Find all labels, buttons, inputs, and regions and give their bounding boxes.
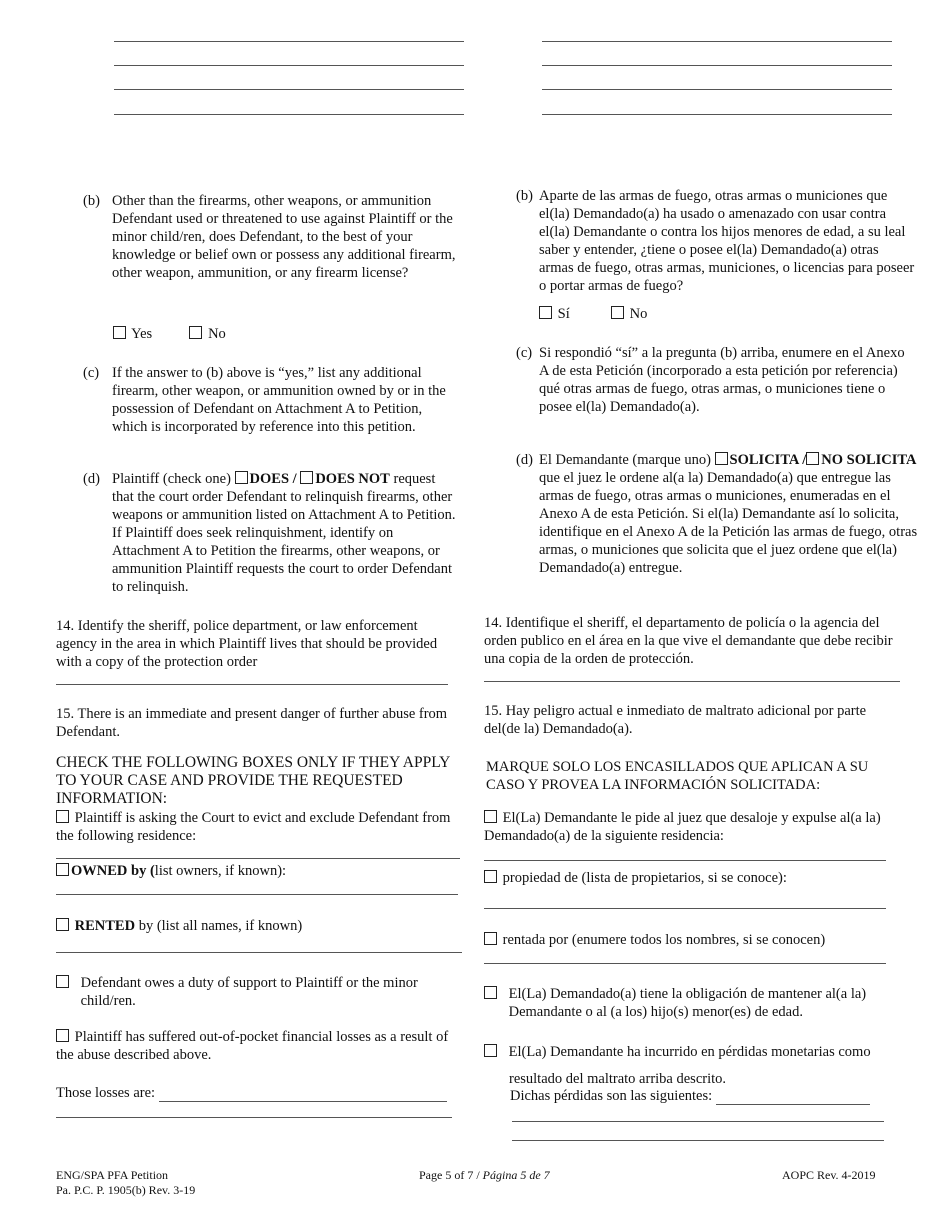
item-b-text: Other than the firearms, other weapons, or ammunition Defendant used or threatened to use against Plaintiff or the minor child/ren, does Defendant, to the best of your knowledge or belief own or possess any additional firearm, other weapon, ammunition, or any firearm license? xyxy=(112,193,456,281)
losses-are-label: Those losses are: xyxy=(56,1085,156,1101)
right-q14: 14. Identifique el sheriff, el departamento de policía o la agencia del orden publico en el área en la que vive el demandante que debe recibir una copia de la orden de protección. xyxy=(484,615,893,667)
evict-text: El(La) Demandante le pide al juez que desaloje y expulse al(a la) Demandado(a) de la siguiente residencia: xyxy=(484,810,881,844)
evict-checkbox[interactable] xyxy=(484,810,497,823)
solicita-label: SOLICITA / xyxy=(729,452,807,468)
losses-answer-line[interactable] xyxy=(716,1091,870,1105)
owned-bold: OWNED by ( xyxy=(71,863,155,879)
no-solicita-label-2: SOLICITA xyxy=(846,452,917,468)
page-number xyxy=(419,1168,550,1183)
right-evict xyxy=(484,809,904,845)
rented-checkbox[interactable] xyxy=(56,918,69,931)
losses-are-label: Dichas pérdidas son las siguientes: xyxy=(510,1088,713,1104)
no-label: No xyxy=(629,306,648,322)
left-owned-answer-line[interactable] xyxy=(56,894,458,895)
rule-reference: Pa. P.C. P. 1905(b) Rev. 3-19 xyxy=(56,1183,196,1197)
right-losses xyxy=(484,1043,904,1061)
item-d-rest: request that the court order Defendant to relinquish firearms, other weapons or ammunition listed on Attachment A to Petition. If Plaintiff does seek relinquishment, identify on Attachment A to Petition the firearms, other weapons, or ammunition Plaintiff requests the court to order Defendant to relinquish. xyxy=(112,471,456,595)
item-d-pre: El Demandante (marque uno) xyxy=(539,452,711,468)
page-number-en: Page 5 of 7 / xyxy=(419,1168,480,1182)
footer-revision: AOPC Rev. 4-2019 xyxy=(782,1168,876,1182)
no-solicita-checkbox[interactable] xyxy=(806,452,819,465)
right-b-options xyxy=(539,305,647,323)
item-label: (c) xyxy=(83,365,100,381)
form-name: ENG/SPA PFA Petition xyxy=(56,1168,169,1182)
item-label: (d) xyxy=(83,471,100,487)
right-check-heading: MARQUE SOLO LOS ENCASILLADOS QUE APLICAN A SU CASO Y PROVEA LA INFORMACIÓN SOLICITADA: xyxy=(486,759,869,793)
owned-checkbox[interactable] xyxy=(56,863,69,876)
right-evict-answer-line[interactable] xyxy=(484,860,886,861)
owned-text: propiedad de (lista de propietarios, si se conoce): xyxy=(502,870,787,886)
no-checkbox[interactable] xyxy=(189,326,202,339)
solicita-checkbox[interactable] xyxy=(715,452,728,465)
does-label: DOES / xyxy=(249,471,297,487)
losses-checkbox[interactable] xyxy=(56,1029,69,1042)
evict-text: Plaintiff is asking the Court to evict and exclude Defendant from the following residence: xyxy=(56,810,451,844)
right-losses-2: resultado del maltrato arriba descrito. xyxy=(509,1071,727,1087)
item-label: (b) xyxy=(83,193,100,209)
left-b-options xyxy=(113,325,226,343)
rented-text: by (list all names, if known) xyxy=(138,918,303,934)
left-losses xyxy=(56,1028,466,1064)
right-owned xyxy=(484,869,904,887)
right-owned-answer-line[interactable] xyxy=(484,908,886,909)
support-checkbox[interactable] xyxy=(484,986,497,999)
left-support xyxy=(56,974,456,1010)
left-q15: 15. There is an immediate and present danger of further abuse from Defendant. xyxy=(56,706,448,740)
page-number-es: Página 5 de 7 xyxy=(482,1168,550,1182)
left-owned xyxy=(56,862,456,880)
does-not-label: DOES NOT xyxy=(315,471,390,487)
si-label: Sí xyxy=(557,306,570,322)
footer-left xyxy=(56,1168,195,1198)
right-q14-answer-line[interactable] xyxy=(484,681,900,682)
rented-bold: RENTED xyxy=(74,918,136,934)
item-label: (b) xyxy=(516,188,533,204)
does-checkbox[interactable] xyxy=(235,471,248,484)
left-q14-answer-line[interactable] xyxy=(56,684,448,685)
left-q14: 14. Identify the sheriff, police department, or law enforcement agency in the area in which Plaintiff lives that should be provided with a copy of the protection order xyxy=(56,618,438,670)
no-solicita-label-1: NO xyxy=(821,452,843,468)
losses-text-1: El(La) Demandante ha incurrido en pérdidas monetarias como xyxy=(508,1044,871,1060)
support-checkbox[interactable] xyxy=(56,975,69,988)
left-losses-answer-line-2[interactable] xyxy=(56,1117,452,1118)
right-losses-are xyxy=(510,1087,910,1105)
rented-text: rentada por (enumere todos los nombres, si se conocen) xyxy=(502,932,826,948)
left-rented xyxy=(56,917,456,935)
evict-checkbox[interactable] xyxy=(56,810,69,823)
item-label: (d) xyxy=(516,452,533,468)
right-support xyxy=(484,985,904,1021)
owned-checkbox[interactable] xyxy=(484,870,497,883)
item-c-text: Si respondió “sí” a la pregunta (b) arriba, enumere en el Anexo A de esta Petición (incorporado a esta petición por referencia) qué otras armas de fuego, otras armas, o municiones tiene o posee el(la) Demandado(a). xyxy=(539,345,905,415)
right-q15: 15. Hay peligro actual e inmediato de maltrato adicional por parte del(de la) Demandado(a). xyxy=(484,703,867,737)
left-evict xyxy=(56,809,456,845)
right-losses-answer-line-3[interactable] xyxy=(512,1140,884,1141)
losses-text: Plaintiff has suffered out-of-pocket financial losses as a result of the abuse described above. xyxy=(56,1029,449,1063)
no-checkbox[interactable] xyxy=(611,306,624,319)
rented-checkbox[interactable] xyxy=(484,932,497,945)
item-c-text: If the answer to (b) above is “yes,” list any additional firearm, other weapon, or ammunition owned by or in the possession of Defendant on Attachment A to Petition, which is incorporated by reference into this petition. xyxy=(112,365,446,435)
left-evict-answer-line[interactable] xyxy=(56,858,460,859)
yes-checkbox[interactable] xyxy=(113,326,126,339)
no-label: No xyxy=(208,326,226,342)
item-b-text: Aparte de las armas de fuego, otras armas o municiones que el(la) Demandado(a) ha usado o amenazado con usar contra el(la) Demandante o contra los hijos menores de edad, a su leal saber y entender, ¿tiene o posee el(la) Demandado(a) otras armas de fuego, otras armas, municiones, o licencias para poseer o portar armas de fuego? xyxy=(539,188,915,294)
right-losses-answer-line-2[interactable] xyxy=(512,1121,884,1122)
yes-label: Yes xyxy=(131,326,153,342)
left-rented-answer-line[interactable] xyxy=(56,952,462,953)
item-d-rest: que el juez le ordene al(a la) Demandado(a) que entregue las armas de fuego, otras armas o municiones, enumeradas en el Anexo A de esta Petición. Si el(la) Demandante así lo solicita, identifique en el Anexo A de la Petición las armas de fuego, otras armas, o municiones que solicita que el juez ordene que el(la) Demandado(a) entregue. xyxy=(539,470,918,576)
does-not-checkbox[interactable] xyxy=(300,471,313,484)
losses-answer-line[interactable] xyxy=(159,1088,447,1102)
item-d-pre: Plaintiff (check one) xyxy=(112,471,231,487)
owned-text: list owners, if known): xyxy=(154,863,287,879)
right-rented xyxy=(484,931,904,949)
support-text: El(La) Demandado(a) tiene la obligación de mantener al(a la) Demandante o al (a los) hijo(s) menor(es) de edad. xyxy=(508,986,867,1020)
si-checkbox[interactable] xyxy=(539,306,552,319)
item-label: (c) xyxy=(516,345,533,361)
losses-checkbox[interactable] xyxy=(484,1044,497,1057)
support-text: Defendant owes a duty of support to Plaintiff or the minor child/ren. xyxy=(80,975,418,1009)
left-check-heading: CHECK THE FOLLOWING BOXES ONLY IF THEY APPLY TO YOUR CASE AND PROVIDE THE REQUESTED INFORMATION: xyxy=(56,754,450,807)
left-losses-are xyxy=(56,1084,466,1102)
right-rented-answer-line[interactable] xyxy=(484,963,886,964)
